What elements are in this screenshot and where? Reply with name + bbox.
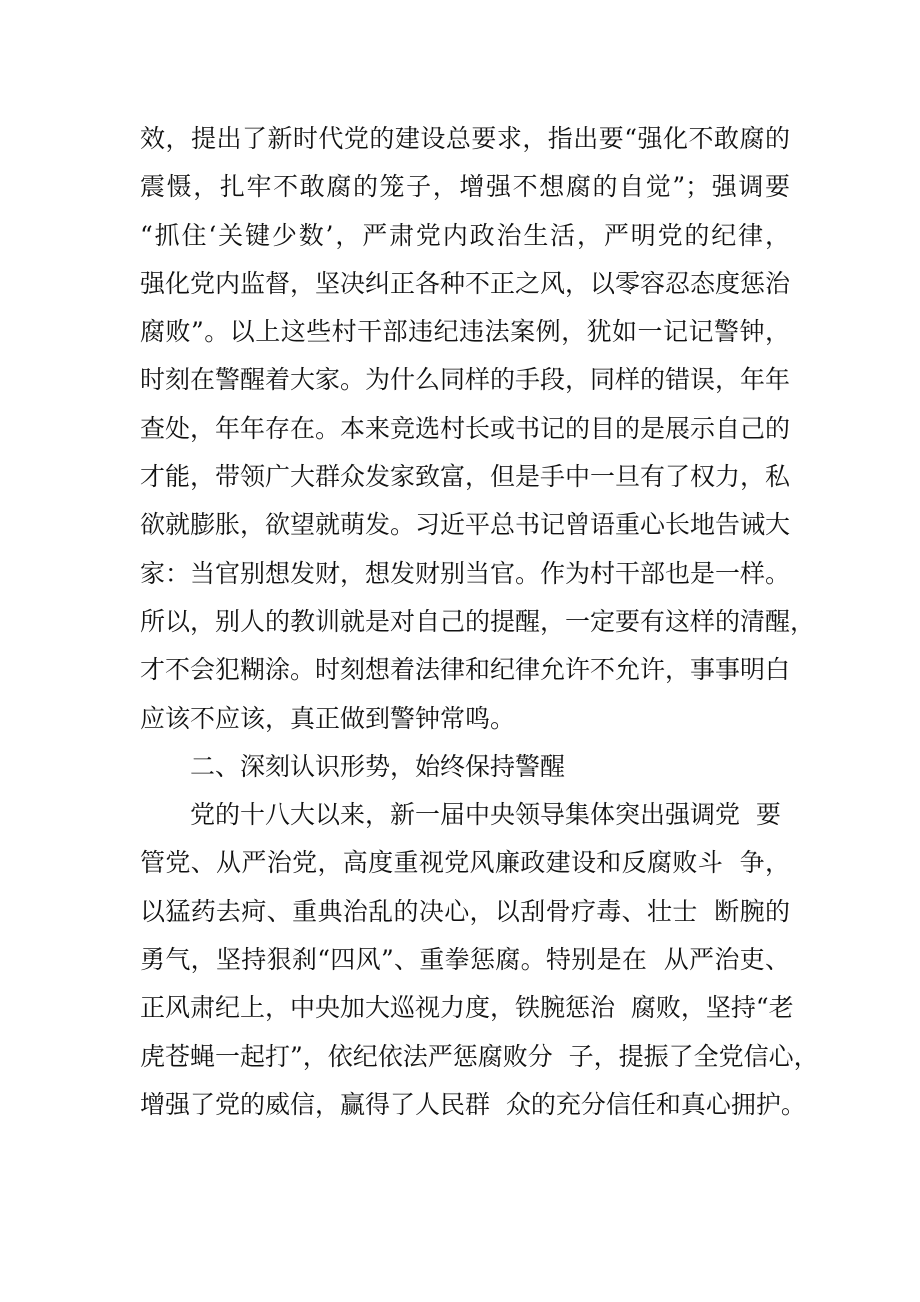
text-line: 以猛药去疴、重典治乱的决心，以刮骨疗毒、壮士 断腕的 xyxy=(140,896,790,926)
text-line: 所以，别人的教训就是对自己的提醒，一定要有这样的清醒， xyxy=(140,606,816,636)
paragraph-1 xyxy=(140,115,816,743)
text-line: 增强了党的威信，赢得了人民群 众的充分信任和真心拥护。 xyxy=(140,1089,806,1119)
text-line: 震慑，扎牢不敢腐的笼子，增强不想腐的自觉”；强调要 xyxy=(140,172,790,202)
document-body xyxy=(140,115,819,1129)
text-line: 勇气，坚持狠刹“四风”、重拳惩腐。特别是在 从严治吏、 xyxy=(140,945,790,975)
text-line: 腐败”。以上这些村干部违纪违法案例，犹如一记记警钟， xyxy=(140,317,790,347)
text-line: 虎苍蝇一起打”，依纪依法严惩腐败分 子，提振了全党信心， xyxy=(140,1041,819,1071)
text-line: 应该不应该，真正做到警钟常鸣。 xyxy=(140,703,516,733)
paragraph-2 xyxy=(140,791,819,1129)
text-line: 才不会犯糊涂。时刻想着法律和纪律允许不允许，事事明白 xyxy=(140,655,791,685)
text-line: “抓住‘关键少数’，严肃党内政治生活，严明党的纪律， xyxy=(140,220,790,250)
text-line: 管党、从严治党，高度重视党风廉政建设和反腐败斗 争， xyxy=(140,848,790,878)
text-line: 时刻在警醒着大家。为什么同样的手段，同样的错误，年年 xyxy=(140,365,791,395)
text-line: 查处，年年存在。本来竞选村长或书记的目的是展示自己的 xyxy=(140,413,791,443)
section-heading: 二、深刻认识形势，始终保持警醒 xyxy=(190,751,566,781)
text-line: 党的十八大以来，新一届中央领导集体突出强调党 要 xyxy=(190,800,781,830)
text-line: 强化党内监督，坚决纠正各种不正之风，以零容忍态度惩治 xyxy=(140,268,791,298)
text-line: 正风肃纪上，中央加大巡视力度，铁腕惩治 腐败，坚持“老 xyxy=(140,993,794,1023)
text-line: 效，提出了新时代党的建设总要求，指出要“强化不敢腐的 xyxy=(140,124,790,153)
text-line: 才能，带领广大群众发家致富，但是手中一旦有了权力，私 xyxy=(140,462,791,492)
text-line: 欲就膨胀，欲望就萌发。习近平总书记曾语重心长地告诫大 xyxy=(140,510,791,540)
text-line: 家：当官别想发财，想发财别当官。作为村干部也是一样。 xyxy=(140,558,791,588)
